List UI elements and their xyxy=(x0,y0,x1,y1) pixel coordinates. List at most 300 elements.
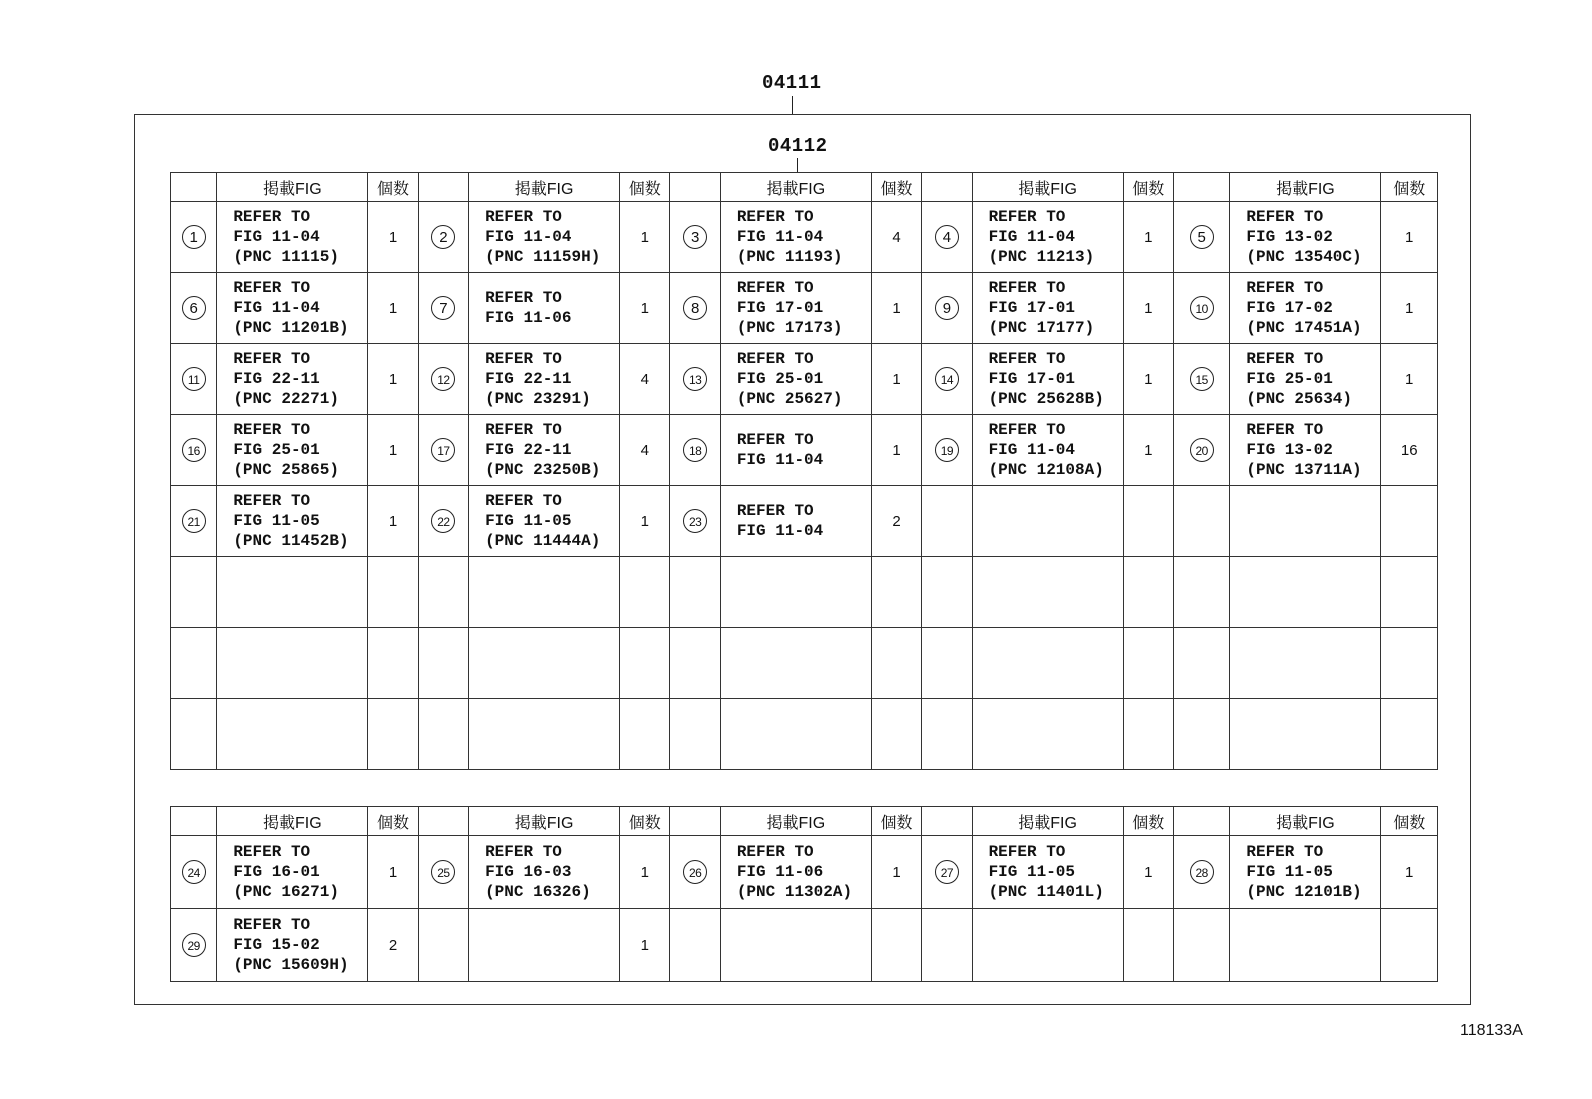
fig-reference-line: (PNC 11444A) xyxy=(485,532,601,550)
item-number-badge: 5 xyxy=(1190,225,1214,249)
item-number-badge: 3 xyxy=(683,225,707,249)
fig-reference-line: REFER TO xyxy=(485,350,562,368)
fig-reference-line: (PNC 12101B) xyxy=(1246,883,1362,901)
fig-reference-line: REFER TO xyxy=(485,208,562,226)
item-number-badge: 14 xyxy=(935,367,959,391)
item-number-cell xyxy=(418,909,468,982)
table-row xyxy=(171,557,1438,628)
item-number-cell xyxy=(171,909,217,982)
item-number-cell xyxy=(171,699,217,770)
item-number-cell xyxy=(670,628,720,699)
fig-reference-cell xyxy=(720,557,871,628)
item-number-cell xyxy=(418,415,468,486)
header-fig-label: 掲載FIG xyxy=(217,173,368,202)
quantity-cell: 16 xyxy=(1381,415,1438,486)
quantity-cell xyxy=(871,699,921,770)
item-number-badge: 6 xyxy=(182,296,206,320)
fig-reference-cell xyxy=(972,273,1123,344)
item-number-cell xyxy=(1173,557,1229,628)
header-fig-label: 掲載FIG xyxy=(1230,807,1381,836)
header-row xyxy=(171,173,1438,202)
fig-reference-line: (PNC 11401L) xyxy=(988,883,1104,901)
quantity-cell: 1 xyxy=(1381,836,1438,909)
fig-reference-line: FIG 22-11 xyxy=(485,370,572,388)
item-number-cell xyxy=(670,344,720,415)
table-row xyxy=(171,415,1438,486)
item-number-badge: 15 xyxy=(1190,367,1214,391)
fig-reference-line: FIG 11-06 xyxy=(736,863,824,881)
fig-reference-cell xyxy=(720,628,871,699)
fig-reference-line: REFER TO xyxy=(736,843,814,861)
fig-reference-cell xyxy=(972,557,1123,628)
quantity-cell xyxy=(1123,909,1173,982)
fig-reference-line: FIG 25-01 xyxy=(233,441,320,459)
fig-reference-cell xyxy=(972,628,1123,699)
fig-reference-cell xyxy=(1230,415,1381,486)
fig-reference-cell xyxy=(217,557,368,628)
fig-reference-cell xyxy=(217,486,368,557)
fig-reference-cell xyxy=(1230,202,1381,273)
fig-reference-line: (PNC 11159H) xyxy=(485,248,601,266)
quantity-cell: 1 xyxy=(368,415,418,486)
item-number-cell xyxy=(1173,273,1229,344)
header-qty-label: 個数 xyxy=(368,807,418,836)
table-row xyxy=(171,344,1438,415)
fig-reference-cell xyxy=(217,699,368,770)
fig-reference-cell xyxy=(720,344,871,415)
fig-reference-line: (PNC 17173) xyxy=(736,319,843,337)
fig-reference-cell xyxy=(720,836,871,909)
fig-reference-cell xyxy=(217,836,368,909)
item-number-cell xyxy=(922,344,972,415)
fig-reference-cell xyxy=(469,486,620,557)
fig-reference-cell xyxy=(720,909,871,982)
item-number-badge: 12 xyxy=(431,367,455,391)
fig-reference-line: REFER TO xyxy=(736,431,814,449)
fig-reference-line: (PNC 25865) xyxy=(233,461,339,479)
fig-reference-cell xyxy=(469,344,620,415)
item-number-cell xyxy=(922,557,972,628)
quantity-cell: 1 xyxy=(368,486,418,557)
item-number-cell xyxy=(418,557,468,628)
quantity-cell: 1 xyxy=(368,273,418,344)
quantity-cell: 2 xyxy=(871,486,921,557)
fig-reference-line: REFER TO xyxy=(233,916,311,934)
fig-reference-line: REFER TO xyxy=(233,208,311,226)
item-number-cell xyxy=(171,344,217,415)
fig-reference-line: (PNC 11213) xyxy=(988,248,1095,266)
header-blank-cell xyxy=(1173,807,1229,836)
item-number-badge: 29 xyxy=(182,933,206,957)
table-row xyxy=(171,909,1438,982)
fig-reference-line: FIG 11-04 xyxy=(485,228,572,246)
fig-reference-line: (PNC 17451A) xyxy=(1246,319,1362,337)
fig-reference-line: FIG 15-02 xyxy=(233,936,320,954)
fig-reference-line: (PNC 25634) xyxy=(1246,390,1352,408)
item-number-cell xyxy=(171,273,217,344)
item-number-badge: 18 xyxy=(683,438,707,462)
header-qty-label: 個数 xyxy=(1123,807,1173,836)
item-number-cell xyxy=(418,344,468,415)
item-number-cell xyxy=(171,628,217,699)
header-qty-label: 個数 xyxy=(871,173,921,202)
fig-reference-cell xyxy=(720,486,871,557)
fig-reference-line: REFER TO xyxy=(1246,421,1324,439)
quantity-cell: 1 xyxy=(620,486,670,557)
item-number-cell xyxy=(922,273,972,344)
item-number-badge: 19 xyxy=(935,438,959,462)
quantity-cell: 1 xyxy=(1381,344,1438,415)
fig-reference-line: FIG 11-04 xyxy=(233,299,320,317)
fig-reference-line: REFER TO xyxy=(1246,350,1324,368)
fig-reference-cell xyxy=(972,699,1123,770)
item-number-badge: 9 xyxy=(935,296,959,320)
fig-reference-line: FIG 11-04 xyxy=(988,228,1075,246)
fig-reference-cell xyxy=(217,202,368,273)
fig-reference-line: FIG 11-05 xyxy=(988,863,1075,881)
item-number-cell xyxy=(418,202,468,273)
fig-reference-line: REFER TO xyxy=(736,502,814,520)
header-fig-label: 掲載FIG xyxy=(972,807,1123,836)
fig-reference-line: REFER TO xyxy=(1246,208,1324,226)
item-number-cell xyxy=(922,628,972,699)
table-row xyxy=(171,628,1438,699)
item-number-cell xyxy=(670,486,720,557)
item-number-badge: 20 xyxy=(1190,438,1214,462)
fig-reference-cell xyxy=(972,202,1123,273)
fig-reference-line: (PNC 11302A) xyxy=(736,883,853,901)
fig-reference-line: REFER TO xyxy=(233,350,311,368)
fig-reference-cell xyxy=(1230,273,1381,344)
fig-reference-line: (PNC 13540C) xyxy=(1246,248,1362,266)
quantity-cell: 1 xyxy=(1123,202,1173,273)
fig-reference-cell xyxy=(720,273,871,344)
fig-reference-line: (PNC 23250B) xyxy=(485,461,601,479)
item-number-cell xyxy=(171,836,217,909)
quantity-cell xyxy=(1381,628,1438,699)
item-number-badge: 13 xyxy=(683,367,707,391)
fig-reference-line: FIG 13-02 xyxy=(1246,228,1333,246)
header-blank-cell xyxy=(922,173,972,202)
fig-reference-line: FIG 25-01 xyxy=(736,370,824,388)
quantity-cell xyxy=(1381,557,1438,628)
fig-reference-cell xyxy=(217,415,368,486)
fig-reference-line: (PNC 11201B) xyxy=(233,319,349,337)
fig-reference-cell xyxy=(217,909,368,982)
item-number-badge: 17 xyxy=(431,438,455,462)
fig-reference-line: (PNC 16326) xyxy=(485,883,591,901)
fig-reference-cell xyxy=(1230,486,1381,557)
fig-reference-line: (PNC 11115) xyxy=(233,248,339,266)
item-number-cell xyxy=(670,909,720,982)
fig-reference-cell xyxy=(469,415,620,486)
fig-reference-line: (PNC 13711A) xyxy=(1246,461,1362,479)
header-blank-cell xyxy=(418,173,468,202)
item-number-badge: 1 xyxy=(182,225,206,249)
item-number-cell xyxy=(171,557,217,628)
fig-reference-line: FIG 11-05 xyxy=(485,512,572,530)
header-fig-label: 掲載FIG xyxy=(217,807,368,836)
fig-reference-line: FIG 16-01 xyxy=(233,863,320,881)
header-qty-label: 個数 xyxy=(620,173,670,202)
item-number-badge: 21 xyxy=(182,509,206,533)
fig-reference-cell xyxy=(1230,557,1381,628)
quantity-cell: 1 xyxy=(871,415,921,486)
top-parts-table xyxy=(170,172,1438,770)
item-number-cell xyxy=(670,202,720,273)
fig-reference-line: REFER TO xyxy=(485,421,562,439)
item-number-cell xyxy=(670,836,720,909)
item-number-cell xyxy=(1173,415,1229,486)
fig-reference-cell xyxy=(720,202,871,273)
header-qty-label: 個数 xyxy=(1381,807,1438,836)
fig-reference-cell xyxy=(1230,909,1381,982)
fig-reference-line: REFER TO xyxy=(233,843,311,861)
quantity-cell: 1 xyxy=(368,202,418,273)
fig-reference-line: (PNC 12108A) xyxy=(988,461,1104,479)
fig-reference-line: (PNC 22271) xyxy=(233,390,339,408)
item-number-badge: 2 xyxy=(431,225,455,249)
item-number-cell xyxy=(171,202,217,273)
item-number-badge: 7 xyxy=(431,296,455,320)
quantity-cell xyxy=(368,557,418,628)
fig-reference-line: (PNC 16271) xyxy=(233,883,339,901)
quantity-cell: 1 xyxy=(620,273,670,344)
fig-reference-line: REFER TO xyxy=(1246,279,1324,297)
quantity-cell: 1 xyxy=(1123,836,1173,909)
header-fig-label: 掲載FIG xyxy=(469,173,620,202)
quantity-cell xyxy=(1381,909,1438,982)
quantity-cell xyxy=(620,628,670,699)
fig-reference-cell xyxy=(469,836,620,909)
fig-reference-line: FIG 17-01 xyxy=(736,299,824,317)
fig-reference-line: FIG 11-06 xyxy=(485,309,572,327)
item-number-cell xyxy=(171,415,217,486)
quantity-cell: 1 xyxy=(620,836,670,909)
fig-reference-cell xyxy=(469,202,620,273)
item-number-cell xyxy=(1173,486,1229,557)
fig-reference-line: FIG 22-11 xyxy=(233,370,320,388)
quantity-cell xyxy=(620,699,670,770)
quantity-cell xyxy=(1123,486,1173,557)
fig-reference-line: REFER TO xyxy=(485,843,562,861)
fig-reference-line: FIG 13-02 xyxy=(1246,441,1333,459)
quantity-cell: 1 xyxy=(1381,273,1438,344)
fig-reference-line: (PNC 15609H) xyxy=(233,956,349,974)
quantity-cell xyxy=(1123,699,1173,770)
header-blank-cell xyxy=(670,807,720,836)
fig-reference-line: REFER TO xyxy=(233,492,311,510)
item-number-cell xyxy=(1173,909,1229,982)
fig-reference-line: REFER TO xyxy=(988,421,1066,439)
item-number-cell xyxy=(418,273,468,344)
item-number-badge: 25 xyxy=(431,860,455,884)
header-qty-label: 個数 xyxy=(620,807,670,836)
quantity-cell: 1 xyxy=(1123,344,1173,415)
fig-reference-line: FIG 16-03 xyxy=(485,863,572,881)
callout-04111-leader xyxy=(792,96,793,114)
item-number-badge: 24 xyxy=(182,860,206,884)
item-number-badge: 26 xyxy=(683,860,707,884)
fig-reference-line: (PNC 11452B) xyxy=(233,532,349,550)
item-number-cell xyxy=(1173,202,1229,273)
item-number-cell xyxy=(1173,836,1229,909)
quantity-cell: 2 xyxy=(368,909,418,982)
quantity-cell: 1 xyxy=(368,344,418,415)
fig-reference-cell xyxy=(720,415,871,486)
quantity-cell xyxy=(368,699,418,770)
fig-reference-cell xyxy=(217,273,368,344)
item-number-cell xyxy=(922,202,972,273)
fig-reference-line: REFER TO xyxy=(988,350,1066,368)
quantity-cell xyxy=(1123,628,1173,699)
fig-reference-cell xyxy=(217,344,368,415)
fig-reference-cell xyxy=(1230,836,1381,909)
header-row xyxy=(171,807,1438,836)
quantity-cell: 1 xyxy=(368,836,418,909)
item-number-cell xyxy=(922,486,972,557)
fig-reference-cell xyxy=(1230,628,1381,699)
fig-reference-line: FIG 25-01 xyxy=(1246,370,1333,388)
fig-reference-line: FIG 17-02 xyxy=(1246,299,1333,317)
fig-reference-line: FIG 11-05 xyxy=(233,512,320,530)
fig-reference-line: (PNC 25628B) xyxy=(988,390,1104,408)
table-row xyxy=(171,202,1438,273)
quantity-cell: 1 xyxy=(1381,202,1438,273)
header-fig-label: 掲載FIG xyxy=(1230,173,1381,202)
item-number-badge: 11 xyxy=(182,367,206,391)
fig-reference-line: REFER TO xyxy=(736,208,814,226)
fig-reference-cell xyxy=(469,628,620,699)
fig-reference-line: REFER TO xyxy=(988,208,1066,226)
item-number-cell xyxy=(922,699,972,770)
header-fig-label: 掲載FIG xyxy=(720,173,871,202)
header-blank-cell xyxy=(922,807,972,836)
quantity-cell: 1 xyxy=(871,344,921,415)
quantity-cell: 1 xyxy=(1123,273,1173,344)
fig-reference-line: REFER TO xyxy=(988,279,1066,297)
quantity-cell: 4 xyxy=(871,202,921,273)
table-row xyxy=(171,273,1438,344)
fig-reference-cell xyxy=(972,836,1123,909)
fig-reference-cell xyxy=(469,909,620,982)
item-number-cell xyxy=(418,699,468,770)
fig-reference-line: FIG 22-11 xyxy=(485,441,572,459)
header-blank-cell xyxy=(1173,173,1229,202)
item-number-cell xyxy=(418,628,468,699)
fig-reference-line: FIG 11-04 xyxy=(988,441,1075,459)
table-row xyxy=(171,699,1438,770)
fig-reference-line: FIG 11-04 xyxy=(736,522,824,540)
fig-reference-line: REFER TO xyxy=(485,492,562,510)
callout-04111: 04111 xyxy=(762,72,822,94)
quantity-cell xyxy=(368,628,418,699)
fig-reference-line: REFER TO xyxy=(736,279,814,297)
fig-reference-line: FIG 11-04 xyxy=(233,228,320,246)
fig-reference-cell xyxy=(972,415,1123,486)
quantity-cell: 4 xyxy=(620,415,670,486)
fig-reference-cell xyxy=(972,344,1123,415)
figure-code: 118133A xyxy=(1460,1022,1523,1039)
item-number-cell xyxy=(1173,699,1229,770)
item-number-cell xyxy=(1173,628,1229,699)
item-number-badge: 10 xyxy=(1190,296,1214,320)
item-number-cell xyxy=(171,486,217,557)
quantity-cell: 1 xyxy=(620,202,670,273)
item-number-cell xyxy=(1173,344,1229,415)
fig-reference-line: FIG 11-04 xyxy=(736,228,824,246)
quantity-cell xyxy=(871,557,921,628)
fig-reference-line: REFER TO xyxy=(1246,843,1324,861)
item-number-badge: 8 xyxy=(683,296,707,320)
header-fig-label: 掲載FIG xyxy=(720,807,871,836)
item-number-cell xyxy=(922,415,972,486)
fig-reference-cell xyxy=(217,628,368,699)
fig-reference-line: FIG 11-05 xyxy=(1246,863,1333,881)
item-number-cell xyxy=(418,836,468,909)
header-qty-label: 個数 xyxy=(1381,173,1438,202)
item-number-badge: 22 xyxy=(431,509,455,533)
fig-reference-line: FIG 17-01 xyxy=(988,299,1075,317)
item-number-cell xyxy=(418,486,468,557)
header-qty-label: 個数 xyxy=(368,173,418,202)
header-blank-cell xyxy=(418,807,468,836)
item-number-cell xyxy=(670,699,720,770)
fig-reference-line: REFER TO xyxy=(988,843,1066,861)
fig-reference-cell xyxy=(972,909,1123,982)
fig-reference-line: REFER TO xyxy=(233,279,311,297)
item-number-badge: 4 xyxy=(935,225,959,249)
fig-reference-line: REFER TO xyxy=(485,289,562,307)
callout-04112: 04112 xyxy=(768,135,828,157)
quantity-cell xyxy=(871,909,921,982)
header-qty-label: 個数 xyxy=(1123,173,1173,202)
fig-reference-line: (PNC 25627) xyxy=(736,390,843,408)
quantity-cell xyxy=(1381,486,1438,557)
item-number-badge: 16 xyxy=(182,438,206,462)
item-number-cell xyxy=(922,909,972,982)
fig-reference-line: REFER TO xyxy=(736,350,814,368)
table-row xyxy=(171,486,1438,557)
header-blank-cell xyxy=(171,173,217,202)
fig-reference-cell xyxy=(469,699,620,770)
header-blank-cell xyxy=(670,173,720,202)
fig-reference-line: (PNC 17177) xyxy=(988,319,1095,337)
fig-reference-cell xyxy=(720,699,871,770)
callout-04112-leader xyxy=(797,158,798,172)
item-number-cell xyxy=(922,836,972,909)
item-number-badge: 23 xyxy=(683,509,707,533)
header-qty-label: 個数 xyxy=(871,807,921,836)
fig-reference-line: FIG 17-01 xyxy=(988,370,1075,388)
fig-reference-line: (PNC 11193) xyxy=(736,248,843,266)
header-blank-cell xyxy=(171,807,217,836)
quantity-cell: 1 xyxy=(871,836,921,909)
header-fig-label: 掲載FIG xyxy=(469,807,620,836)
fig-reference-cell xyxy=(469,273,620,344)
quantity-cell: 4 xyxy=(620,344,670,415)
fig-reference-line: (PNC 23291) xyxy=(485,390,591,408)
quantity-cell xyxy=(1123,557,1173,628)
fig-reference-line: REFER TO xyxy=(233,421,311,439)
header-fig-label: 掲載FIG xyxy=(972,173,1123,202)
fig-reference-line: FIG 11-04 xyxy=(736,451,824,469)
fig-reference-cell xyxy=(972,486,1123,557)
item-number-cell xyxy=(670,273,720,344)
fig-reference-cell xyxy=(1230,699,1381,770)
quantity-cell: 1 xyxy=(1123,415,1173,486)
fig-reference-cell xyxy=(1230,344,1381,415)
